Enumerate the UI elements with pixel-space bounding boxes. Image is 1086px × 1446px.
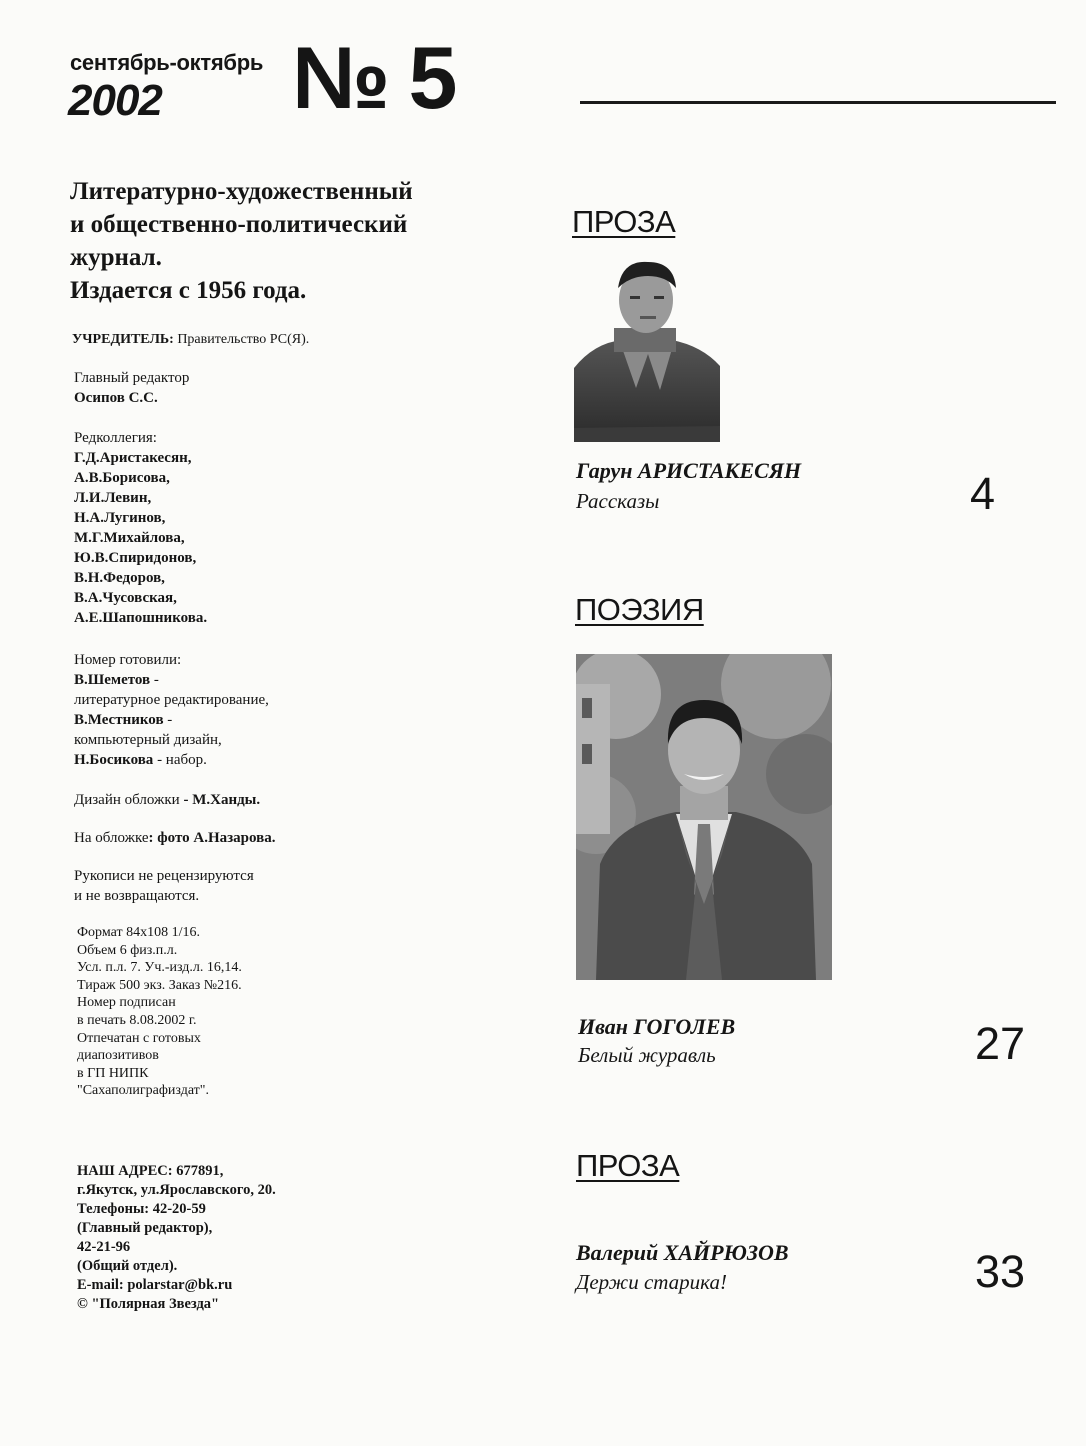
print-line: в печать 8.08.2002 г. [77, 1012, 197, 1028]
staff-name: В.Шеметов [74, 672, 151, 688]
founder [72, 332, 309, 348]
board-member: Г.Д.Аристакесян, [74, 450, 192, 466]
board-member: Н.А.Лугинов, [74, 510, 166, 526]
print-line: диапозитивов [77, 1048, 159, 1064]
manuscripts-note [74, 866, 254, 906]
tagline-line: журнал. [70, 244, 162, 271]
cover-photo-credit [74, 828, 276, 848]
section-heading: ПОЭЗИЯ [575, 592, 704, 627]
toc-page-number: 33 [975, 1246, 1026, 1297]
toc-title: Белый журавль [578, 1043, 716, 1067]
board-member: Л.И.Левин, [74, 490, 152, 506]
board-member: В.Н.Федоров, [74, 570, 165, 586]
staff-role: компьютерный дизайн, [74, 732, 222, 748]
header-rule [580, 101, 1056, 104]
section-heading: ПРОЗА [576, 1148, 680, 1183]
founder-label: УЧРЕДИТЕЛЬ: [72, 332, 174, 347]
toc-author: Гарун АРИСТАКЕСЯН [576, 458, 802, 483]
board-member: А.Е.Шапошникова. [74, 610, 208, 626]
editorial-board [74, 428, 207, 628]
staff-separator: - [150, 672, 159, 688]
print-line: Тираж 500 экз. Заказ №216. [77, 977, 242, 993]
staff-name: Н.Босикова [74, 752, 154, 768]
address-line: (Главный редактор), [77, 1220, 213, 1236]
note-line: Рукописи не рецензируются [74, 868, 254, 884]
portrait-image [576, 654, 832, 980]
print-line: Формат 84х108 1/16. [77, 925, 200, 940]
toc-title: Рассказы [576, 489, 660, 513]
board-member: М.Г.Михайлова, [74, 530, 185, 546]
staff-label: Номер готовили: [74, 652, 182, 668]
section-heading: ПРОЗА [572, 204, 676, 239]
tagline-line: и общественно-политический [70, 211, 408, 238]
address-line: 42-21-96 [77, 1239, 131, 1255]
toc-author: Валерий ХАЙРЮЗОВ [576, 1240, 789, 1265]
print-line: Объем 6 физ.п.л. [77, 942, 178, 958]
print-line: Усл. п.л. 7. Уч.-изд.л. 16,14. [77, 960, 242, 976]
portrait-image [574, 258, 720, 442]
author-photo-aristakesyan [574, 258, 720, 442]
address-line: (Общий отдел). [77, 1258, 178, 1274]
address-line: НАШ АДРЕС: 677891, [77, 1163, 224, 1179]
chief-editor-label: Главный редактор [74, 370, 190, 386]
tagline [70, 175, 500, 307]
staff-name: В.Местников [74, 712, 164, 728]
issue-number: № 5 [292, 28, 455, 127]
chief-editor-name: Осипов С.С. [74, 390, 158, 406]
email-line: E-mail: polarstar@bk.ru [77, 1277, 233, 1293]
board-member: Ю.В.Спиридонов, [74, 550, 197, 566]
toc-title: Держи старика! [576, 1270, 727, 1294]
issue-year: 2002 [68, 76, 162, 125]
board-member: В.А.Чусовская, [74, 590, 177, 606]
toc-page-number: 4 [970, 468, 996, 519]
staff-role: - набор. [153, 752, 207, 768]
tagline-line: Издается с 1956 года. [70, 277, 307, 304]
toc-author: Иван ГОГОЛЕВ [578, 1014, 736, 1039]
copyright-line: © "Полярная Звезда" [77, 1296, 220, 1312]
founder-value: Правительство РС(Я). [177, 332, 310, 347]
author-photo-gogolev [576, 654, 832, 980]
staff-separator: - [163, 712, 173, 728]
toc-page-number: 27 [975, 1018, 1026, 1069]
address-line: г.Якутск, ул.Ярославского, 20. [77, 1182, 276, 1198]
issue-staff [74, 650, 269, 770]
print-details [77, 924, 242, 1100]
address-line: Телефоны: 42-20-59 [77, 1201, 206, 1217]
print-line: Номер подписан [77, 995, 176, 1011]
print-line: "Сахаполиграфиздат". [77, 1083, 210, 1099]
tagline-line: Литературно-художественный [70, 178, 413, 205]
cover-design-credit [74, 790, 260, 810]
print-line: Отпечатан с готовых [77, 1030, 201, 1046]
cover-photo-value: : фото А.Назарова. [148, 830, 276, 846]
board-member: А.В.Борисова, [74, 470, 170, 486]
cover-design-value: - М.Ханды. [183, 792, 261, 808]
note-line: и не возвращаются. [74, 888, 200, 904]
cover-photo-label: На обложке [74, 830, 149, 846]
cover-design-label: Дизайн обложки [74, 792, 184, 808]
chief-editor [74, 368, 189, 408]
print-line: в ГП НИПК [77, 1065, 149, 1081]
issue-date: сентябрь-октябрь [70, 50, 264, 75]
contact-address [77, 1162, 276, 1314]
board-label: Редколлегия: [74, 430, 157, 446]
staff-role: литературное редактирование, [74, 692, 269, 708]
